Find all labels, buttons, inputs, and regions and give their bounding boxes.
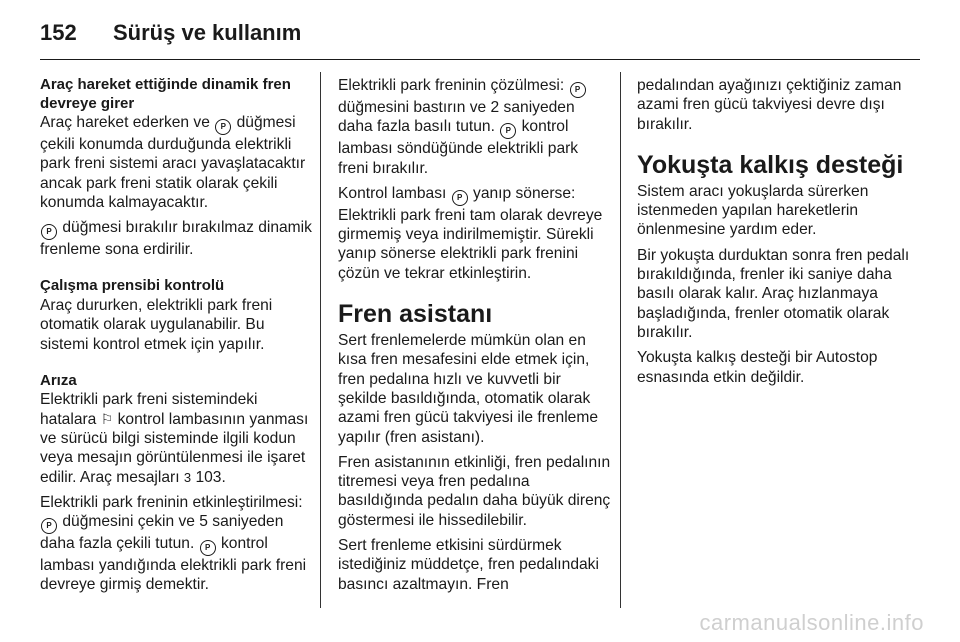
text: yanıp sönerse: Elektrikli park freni tam olarak devreye girmemiş veya indirilmemiştir. Sürekli yanıp sönerse elektrikli park frenini çözün ve tekrar etkinleştirin.	[338, 184, 603, 282]
column-divider-1	[320, 72, 321, 608]
text: düğmesini çekin ve 5 saniyeden daha fazla çekili tutun.	[40, 513, 284, 553]
text: Kontrol lambası	[338, 184, 447, 202]
paragraph: Araç dururken, elektrikli park freni otomatik olarak uygulanabilir. Bu sistemi kontrol etmek için yapılır.	[40, 296, 273, 353]
park-brake-icon: P	[215, 119, 231, 135]
paragraph: Sistem aracı yokuşlarda sürerken istenmeden yapılan hareketlerin önlenmesine yardım eder.	[637, 182, 869, 239]
warning-lamp-icon: ⚐	[100, 410, 114, 427]
subheading-dynamic-braking: Araç hareket ettiğinde dinamik fren devreye girer	[40, 76, 291, 112]
park-brake-icon: P	[500, 123, 516, 139]
paragraph: Yokuşta kalkış desteği bir Autostop esnasında etkin değildir.	[637, 349, 878, 386]
paragraph: Bir yokuşta durduktan sonra fren pedalı bırakıldığında, frenler iki saniye daha basılı olarak kalır. Araç hızlanmaya başladığında, frenler otomatik olarak bırakılır.	[637, 246, 910, 341]
paragraph	[40, 493, 314, 595]
section-heading-hill-start-assist: Yokuşta kalkış desteği	[637, 150, 904, 179]
text: düğmesi bırakılır bırakılmaz dinamik frenleme sona erdirilir.	[40, 219, 312, 259]
paragraph	[338, 76, 612, 178]
watermark: carmanualsonline.info	[699, 610, 924, 635]
text: kontrol lambası yandığında elektrikli park freni devreye girmiş demektir.	[40, 535, 307, 594]
subheading-function-check: Çalışma prensibi kontrolü	[40, 277, 225, 295]
park-brake-icon: P	[41, 224, 57, 240]
page-header	[40, 13, 301, 53]
text: Araç hareket ederken ve	[40, 114, 210, 131]
text: Elektrikli park freninin çözülmesi:	[338, 77, 565, 94]
cross-reference-arrow-icon: 3	[183, 469, 192, 485]
page-number: 152	[40, 20, 77, 45]
park-brake-icon: P	[570, 82, 586, 98]
paragraph: Fren asistanının etkinliği, fren pedalının titremesi veya fren pedalına basıldığında pedalın daha büyük direnç göstermesi ile hissedilebilir.	[338, 453, 611, 529]
paragraph: Sert frenleme etkisini sürdürmek istediğiniz müddetçe, fren pedalındaki basıncı azaltmayın. Fren	[338, 537, 599, 593]
paragraph	[40, 218, 314, 259]
text: kontrol lambası söndüğünde elektrikli park freni bırakılır.	[338, 118, 579, 177]
park-brake-icon: P	[41, 518, 57, 534]
text: kontrol lambasının yanması ve sürücü bilgi sisteminde ilgili kodun veya mesajın görüntülenmesi ile işaret edilir. Araç mesajları	[40, 410, 309, 486]
column-divider-2	[620, 72, 621, 608]
column-1	[40, 76, 314, 601]
park-brake-icon: P	[452, 190, 468, 206]
park-brake-icon: P	[200, 540, 216, 556]
text: düğmesi çekili konumda durduğunda elektrikli park freni sistemi aracı yavaşlatacaktır ancak park freni statik olarak çekili konumda kalmayacaktır.	[40, 114, 306, 211]
column-3	[637, 76, 911, 393]
subheading-fault: Arıza	[40, 371, 77, 389]
paragraph: Sert frenlemelerde mümkün olan en kısa fren mesafesini elde etmek için, fren pedalına hızlı ve kuvvetli bir şekilde basıldığında, otomatik olarak azami fren gücü takviyesi ile frenleme yapılır (fren asistanı).	[338, 332, 599, 446]
header-rule	[40, 59, 920, 60]
paragraph	[338, 184, 612, 283]
text: Elektrikli park freni sistemindeki hatalara	[40, 391, 258, 428]
text: düğmesini bastırın ve 2 saniyeden daha fazla basılı tutun.	[338, 99, 575, 136]
paragraph	[40, 113, 314, 212]
chapter-title: Sürüş ve kullanım	[113, 20, 302, 45]
section-heading-brake-assist: Fren asistanı	[338, 300, 493, 329]
paragraph	[40, 390, 314, 486]
cross-reference-link[interactable]: 103.	[195, 468, 226, 486]
column-2	[338, 76, 612, 600]
paragraph: pedalından ayağınızı çektiğiniz zaman azami fren gücü takviyesi devre dışı bırakılır.	[637, 77, 902, 133]
text: Elektrikli park freninin etkinleştirilmesi:	[40, 493, 303, 511]
